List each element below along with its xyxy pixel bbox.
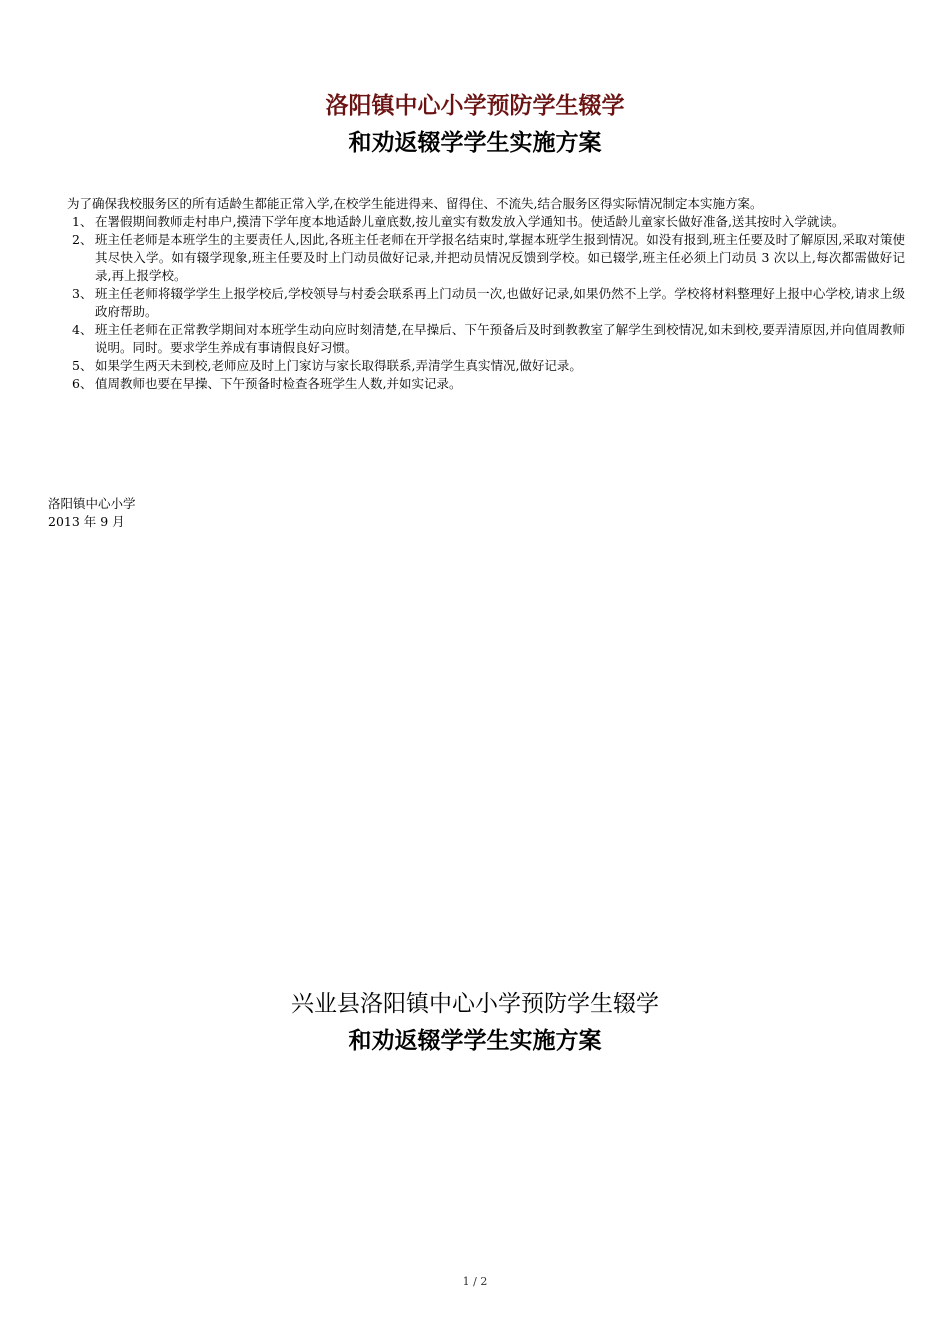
second-title-line2: 和劝返辍学学生实施方案 (348, 1028, 602, 1054)
page-number: 1 / 2 (462, 1275, 488, 1288)
signature-organization: 洛阳镇中心小学 (48, 496, 136, 511)
list-item (0, 231, 950, 285)
item-text: 班主任老师是本班学生的主要责任人,因此,各班主任老师在开学报名结束时,掌握本班学生报到情况。如没有报到,班主任要及时了解原因,采取对策使其尽快入学。如有辍学现象,班主任要及时上门动员做好记录,并把动员情况反馈到学校。如已辍学,班主任必须上门动员 3 次以上,每次都需做好记录,再上报学校。 (95, 232, 905, 283)
document-title-line1: 洛阳镇中心小学预防学生辍学 (325, 93, 625, 119)
document-title-line2: 和劝返辍学学生实施方案 (348, 130, 602, 156)
item-number: 6、 (72, 376, 93, 391)
list-item (0, 357, 950, 375)
item-number: 4、 (72, 322, 93, 337)
list-item (0, 321, 950, 357)
item-number: 2、 (72, 232, 93, 247)
item-number: 1、 (72, 214, 93, 229)
signature-date: 2013 年 9 月 (48, 514, 125, 529)
item-text: 如果学生两天未到校,老师应及时上门家访与家长取得联系,弄清学生真实情况,做好记录。 (95, 358, 582, 373)
item-text: 班主任老师将辍学学生上报学校后,学校领导与村委会联系再上门动员一次,也做好记录,如果仍然不上学。学校将材料整理好上报中心学校,请求上级政府帮助。 (95, 286, 905, 319)
item-text: 班主任老师在正常教学期间对本班学生动向应时刻清楚,在早操后、下午预备后及时到教教室了解学生到校情况,如未到校,要弄清原因,并向值周教师说明。同时。要求学生养成有事请假良好习惯。 (95, 322, 905, 355)
second-title-line1: 兴业县洛阳镇中心小学预防学生辍学 (291, 991, 659, 1017)
item-text: 在署假期间教师走村串户,摸清下学年度本地适龄儿童底数,按儿童实有数发放入学通知书。使适龄儿童家长做好准备,送其按时入学就读。 (95, 214, 845, 229)
list-item (0, 213, 950, 231)
item-number: 5、 (72, 358, 93, 373)
item-text: 值周教师也要在早操、下午预备时检查各班学生人数,并如实记录。 (95, 376, 462, 391)
signature-block (48, 495, 136, 531)
measures-list (0, 213, 950, 393)
intro-paragraph: 为了确保我校服务区的所有适龄生都能正常入学,在校学生能进得来、留得住、不流失,结合服务区得实际情况制定本实施方案。 (67, 196, 763, 211)
item-number: 3、 (72, 286, 93, 301)
list-item (0, 375, 950, 393)
list-item (0, 285, 950, 321)
